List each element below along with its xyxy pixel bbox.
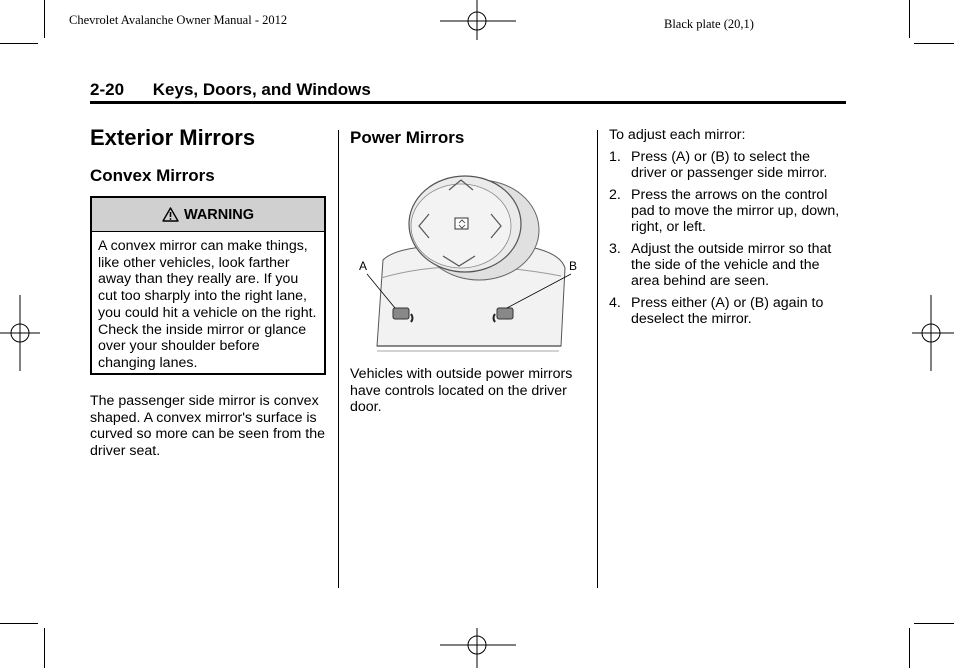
warning-header (92, 198, 324, 232)
list-item: 3. Adjust the outside mirror so that the side of the vehicle and the area behind are seen. (609, 240, 832, 289)
mirror-control-figure (355, 168, 583, 356)
list-item: 1. Press (A) or (B) to select the driver or passenger side mirror. (609, 149, 828, 181)
convex-paragraph: The passenger side mirror is convex shaped. A convex mirror's surface is curved so more can be seen from the driver seat. (90, 393, 326, 459)
section-title: Exterior Mirrors (90, 125, 256, 150)
steps-intro: To adjust each mirror: (609, 127, 746, 143)
chapter-title: Keys, Doors, and Windows (152, 80, 371, 99)
running-head (90, 80, 371, 100)
page-number: 2-20 (90, 80, 125, 99)
subsection-title: Convex Mirrors (90, 166, 215, 185)
steps-list (609, 150, 847, 334)
column-divider-2 (597, 130, 598, 588)
power-mirrors-title: Power Mirrors (350, 128, 465, 147)
warning-box (90, 196, 326, 375)
figure-caption: Vehicles with outside power mirrors have controls located on the driver door. (350, 366, 573, 416)
header-rule (90, 101, 846, 104)
registration-mark-bottom (440, 628, 516, 668)
registration-mark-right (912, 295, 954, 371)
registration-mark-top (440, 0, 516, 40)
column-divider-1 (338, 130, 339, 588)
figure-label-a: A (359, 259, 368, 273)
figure-label-b: B (569, 259, 578, 273)
print-header-right: Black plate (20,1) (664, 17, 754, 31)
list-item: 2. Press the arrows on the control pad to move the mirror up, down, right, or left. (609, 187, 840, 235)
list-item: 4. Press either (A) or (B) again to deselect the mirror. (609, 294, 824, 327)
warning-label: WARNING (183, 206, 255, 223)
warning-text: A convex mirror can make things, like other vehicles, look farther away than they really are. If you cut too sharply into the right lane, you could hit a vehicle on the right. Check the inside mirror or glance over your shoulder before changing lanes. (98, 238, 317, 371)
warning-triangle-icon (162, 207, 179, 222)
print-header-left: Chevrolet Avalanche Owner Manual - 2012 (69, 13, 288, 27)
registration-mark-left (0, 295, 40, 371)
